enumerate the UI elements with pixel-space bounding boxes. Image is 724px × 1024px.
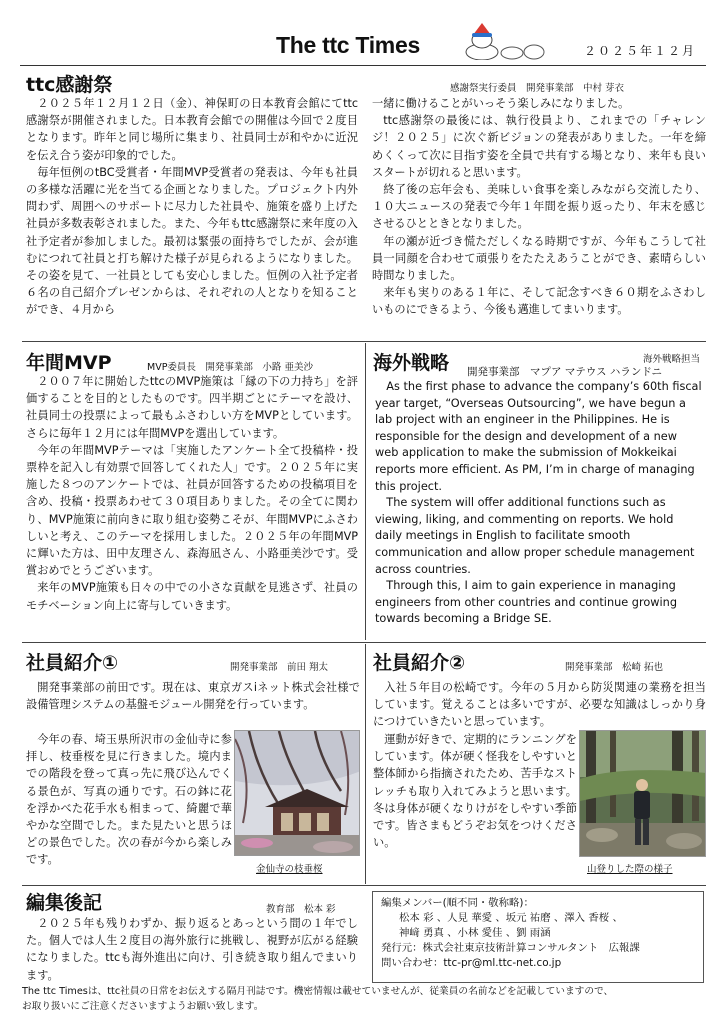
overseas-section <box>373 348 706 638</box>
overseas-paragraph: The system will offer additional functions such as viewing, liking, and commenting on reports. We hold daily meetings in English to facilitate smooth communication and allow proper schedule management across countries. <box>375 496 695 576</box>
thanks-paragraph: 一緒に働けることがいっそう楽しみになりました。 <box>372 97 630 110</box>
thanks-paragraph: 来年も実りのある１年に、そして記念すべき６０期をふさわしいものにできるよう、今後も邁進してまいります。 <box>372 286 706 317</box>
temple-photo <box>234 730 360 856</box>
thanks-paragraph: ttc感謝祭の最後には、執行役員より、これまでの「チャレンジ！２０２５」に次ぐ新ビジョンの発表がありました。一年を締めくくって次に目指す姿を全員で共有する場となり、来年も良いスタートが切れると思います。 <box>372 114 706 179</box>
divider <box>22 642 706 643</box>
thanks-heading: ttc感謝祭 <box>26 74 113 96</box>
overseas-heading: 海外戦略 <box>373 352 450 374</box>
footer-line: The ttc Timesは、ttc社員の日常をお伝えする隔月刊誌です。機密情報は載せていませんが、従業員の名前などを記載していますので、 <box>22 986 614 997</box>
divider <box>365 343 366 640</box>
overseas-paragraph: As the first phase to advance the company’s 60th fiscal year target, “Overseas Outsourcing”, we have begun a lab project with an engineer in the Philippines. He is responsible for the design and development of a new web application to make the submission of Mokkeikai reports more efficient. As PM, I’m in charge of managing this project. <box>375 380 702 493</box>
intro1-body <box>26 731 232 869</box>
editorial-byline: 教育部 松本 彩 <box>266 904 336 915</box>
credits-box <box>372 891 704 983</box>
overseas-body <box>375 379 703 628</box>
divider <box>22 885 706 886</box>
overseas-byline: 開発事業部 マプア マテウス ハランドニ <box>467 366 662 378</box>
credits-publisher: 発行元：株式会社東京技術計算コンサルタント 広報課 <box>381 942 640 954</box>
credits-names: 神﨑 勇真 、小林 愛佳 、劉 雨涵 <box>399 927 551 939</box>
editorial-section <box>26 888 360 980</box>
thanks-column-left <box>26 95 358 319</box>
intro1-section <box>26 648 360 880</box>
snowman-icon <box>454 22 546 60</box>
newsletter-title: The ttc Times <box>276 32 420 58</box>
divider <box>22 341 706 342</box>
intro1-lead-text: 開発事業部の前田です。現在は、東京ガスiネット株式会社様で設備管理システムの基盤モジュール開発を行っています。 <box>26 681 360 712</box>
thanks-paragraph: 年の瀬が近づき慌ただしくなる時期ですが、今年もこうして社員一同顔を合わせて頑張りをたたえあうことができ、素晴らしい時間なりました。 <box>372 234 706 283</box>
credits-label: 編集メンバー(順不同・敬称略)： <box>381 897 534 909</box>
thanks-byline: 感謝祭実行委員 開発事業部 中村 芽衣 <box>450 83 625 94</box>
mvp-section <box>26 348 360 638</box>
temple-photo-caption: 金仙寺の枝垂桜 <box>256 864 323 875</box>
footer-notice <box>22 985 706 1014</box>
credits-contact: 問い合わせ：ttc-pr@ml.ttc-net.co.jp <box>381 957 562 969</box>
intro2-byline: 開発事業部 松崎 拓也 <box>565 662 664 673</box>
intro2-section <box>373 648 706 880</box>
hiking-photo-caption: 山登りした際の様子 <box>587 864 673 875</box>
mvp-paragraph: 今年の年間MVPテーマは「実施したアンケート全て投稿枠・投票枠を記入し有効票で回答してくれた人」です。２０２５年に実施した８つのアンケートでは、社員が回答するための投稿項目を含め、投稿・投票あわせて３０項目ありました。その全てに関わり、MVP施策に前向きに取り組む姿勢こそが、年間MVPにふさわしいと考え、このテーマを採用しました。２０２５年の年間MVPに輝いた方は、田中友理さん、森海凪さん、小路亜美沙です。受賞おめでとうございます。 <box>26 443 358 578</box>
intro2-lead <box>373 679 706 731</box>
hiking-photo <box>579 730 706 857</box>
thanks-paragraph: 毎年恒例のtBC受賞者・年間MVP受賞者の発表は、今年も社員の多様な活躍に光を当てる企画となりました。プロジェクト内外問わず、周囲へのサポートに尽力した社員や、施策を盛り上げた社員が多数表彰されました。また、今年もttc感謝祭に来年度の入社予定者が参加しました。最初は緊張の面持ちでしたが、会が進むにつれて社員と打ち解けた様子が見られるようになりました。その姿を見て、一社員としても安心しました。恒例の入社予定者６名の自己紹介プレゼンからは、それぞれの人となりを知ることができ、４月から <box>26 165 358 317</box>
overseas-role: 海外戦略担当 <box>642 354 700 365</box>
editorial-body <box>26 915 358 984</box>
intro1-heading: 社員紹介① <box>26 652 119 674</box>
thanks-column-right <box>372 95 706 319</box>
overseas-paragraph: Through this, I aim to gain experience in managing engineers from other countries and continue growing towards becoming a Bridge SE. <box>375 579 677 626</box>
masthead <box>20 30 706 66</box>
mvp-heading: 年間MVP <box>26 352 112 374</box>
mvp-body <box>26 373 358 614</box>
intro2-lead-text: 入社５年目の松崎です。今年の５月から防災関連の業務を担当しています。覚えることは多いですが、必要な知識はしっかり身につけていきたいと思っています。 <box>373 681 706 729</box>
mvp-paragraph: ２００７年に開始したttcのMVP施策は「縁の下の力持ち」を評価することを目的としたものです。四半期ごとにテーマを設け、社員同士の投票によって最もふさわしい方をMVPとしています。さらに毎年１２月には年間MVPを選出しています。 <box>26 375 358 440</box>
thanks-paragraph: ２０２５年１２月１２日（金）、神保町の日本教育会館にてttc感謝祭が開催されました。日本教育会館での開催は今回で２度目となります。昨年と同じ場所に集まり、社員同士が和やかに近況を伝え合う姿が印象的でした。 <box>26 97 358 162</box>
intro2-body <box>373 731 577 851</box>
thanks-paragraph: 終了後の忘年会も、美味しい食事を楽しみながら交流したり、１０大ニュースの発表で今年１年間を振り返ったり、年末を感じさせるひとときとなりました。 <box>372 183 706 231</box>
mvp-paragraph: 来年のMVP施策も日々の中での小さな貢献を見逃さず、社員のモチベーション向上に寄与していきます。 <box>26 581 358 612</box>
editorial-body-text: ２０２５年も残りわずか、振り返るとあっという間の１年でした。個人では人生２度目の海外旅行に挑戦し、視野が広がる経験になりました。ttcも海外進出に向け、引き続き取り組んでまいります。 <box>26 917 358 982</box>
intro1-byline: 開発事業部 前田 翔太 <box>230 662 329 673</box>
intro1-body-text: 今年の春、埼玉県所沢市の金仙寺に参拝し、枝垂桜を見に行きました。境内までの階段を登って真っ先に飛び込んでくる景色が、写真の通りです。石の鉢に花を浮かべた花手水も相まって、綺麗で華やかな空間でした。また見たいと思うほどの景色でした。次の春が今から楽しみです。 <box>26 733 232 867</box>
intro2-heading: 社員紹介② <box>373 652 466 674</box>
footer-line: お取り扱いにご注意くださいますようお願い致します。 <box>22 1000 264 1012</box>
issue-date: ２０２５年１２月 <box>583 44 696 58</box>
intro2-body-text: 運動が好きで、定期的にランニングをしています。体が硬く怪我をしやすいと整体師から指摘されたため、苦手なストレッチも取り入れてみようと思います。冬は身体が硬くなりけがをしやすい季節です。皆さまもどうぞお気をつけください。 <box>373 733 577 850</box>
editorial-heading: 編集後記 <box>26 892 103 914</box>
divider <box>365 644 366 884</box>
mvp-byline: MVP委員長 開発事業部 小路 亜美沙 <box>147 362 313 373</box>
credits-names: 松本 彩 、人見 華愛 、坂元 祐磨 、澤入 香桜 、 <box>399 912 623 924</box>
intro1-lead <box>26 679 360 713</box>
thanks-section <box>26 70 706 336</box>
